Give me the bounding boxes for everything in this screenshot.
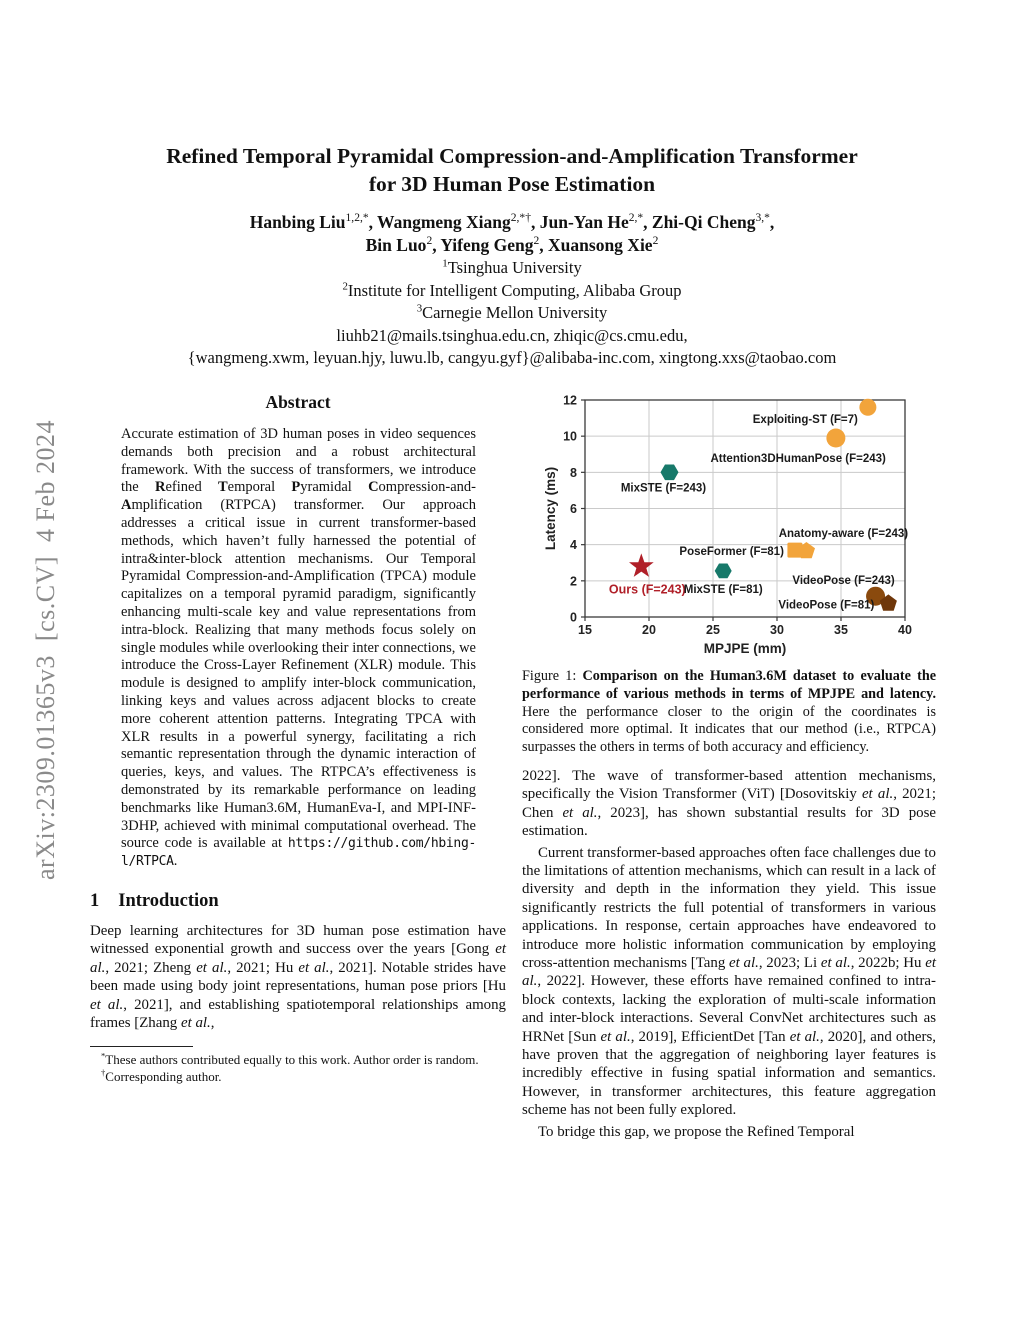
paper-title	[0, 142, 1024, 198]
abstract-heading: Abstract	[265, 392, 331, 412]
affiliation-tsinghua: $^1$Tsinghua University	[442, 257, 582, 277]
right-column	[522, 390, 936, 1144]
svg-text:10: 10	[563, 429, 577, 444]
chart-marker-mixste-f-81	[715, 564, 732, 579]
svg-text:15: 15	[578, 623, 592, 637]
chart-label-videopose-f-243: VideoPose (F=243)	[792, 575, 895, 588]
svg-text:MPJPE (mm): MPJPE (mm)	[703, 641, 787, 656]
abstract-text: Accurate estimation of 3D human poses in video sequences demands both precision and a robust architectural framework. With the success of transformers, we introduce the Refined Temporal Pyramidal Compression-and-Amplification (RTPCA) transformer. Our approach addresses a critical issue in current transformer-based methods, which haven’t fully harnessed the potential of intra&inter-block attention mechanisms. Our Temporal Pyramidal Compression-and-Amplification (TPCA) module capitalizes on a temporal pyramid paradigm, significantly enhancing multi-scale key and value representations from intra-block. Realizing that many methods focus solely on single modules while overlooking their inter connections, we introduce the Cross-Layer Refinement (XLR) module. This module is designed to amplify inter-block communication, linking keys and values across adjacent blocks to create more coherent attention patterns. Integrating TPCA with XLR results in a powerful synergy, facilitating a rich semantic representation through the dynamic interaction of queries, keys, and values. The RTPCA’s effectiveness is demonstrated by its remarkable performance on leading benchmarks like Human3.6M, HumanEva-I, and MPI-INF-3DHP, achieved with minimal computational overhead. The source code is available at https://github.com/hbing-l/RTPCA.	[121, 426, 476, 870]
chart-label-mixste-f-243: MixSTE (F=243)	[620, 482, 707, 495]
title-line-1: Refined Temporal Pyramidal Compression-and-Amplification Transformer	[166, 144, 858, 168]
svg-text:30: 30	[770, 623, 784, 637]
section-title: Introduction	[118, 890, 219, 911]
footnote-equal-contribution: *These authors contributed equally to this work. Author order is random.	[101, 1051, 479, 1068]
body-paragraph-2: Current transformer-based approaches often face challenges due to the limitations of attention mechanisms, which can result in a lack of diversity and depth in the information they yield. This issue significantly restricts the full potential of transformers in various applications. In response, certain approaches have endeavored to introduce more holistic information communication by employing cross-attention mechanisms [Tang et al., 2023; Li et al., 2022b; Hu et al., 2022]. However, these efforts have remained confined to intra-block contexts, lacking the exploration of multi-scale information and inter-block interactions. Several ConvNet architectures such as HRNet [Sun et al., 2019], EfficientDet [Tan et al., 2020], and others, have proven that the aggregation of neighboring layer features is incredibly effective in fusing spatial information and semantics. However, in transformer architectures, this feature aggregation scheme has not been fully explored.	[522, 844, 937, 1119]
paper-header	[0, 142, 1024, 369]
chart-label-anatomy-aware-f-243: Anatomy-aware (F=243)	[778, 527, 909, 540]
figure-1	[522, 390, 936, 757]
svg-text:35: 35	[834, 623, 848, 637]
footnote-corresponding-author: †Corresponding author.	[101, 1067, 222, 1084]
svg-text:6: 6	[570, 502, 577, 516]
chart-label-attention3dhumanpose-f-243: Attention3DHumanPose (F=243)	[710, 452, 886, 465]
chart-marker-mixste-f-243	[661, 465, 679, 481]
chart-label-exploiting-st-f-7: Exploiting-ST (F=7)	[752, 414, 858, 427]
body-paragraph-3: To bridge this gap, we propose the Refined Temporal	[538, 1123, 855, 1140]
section-number: 1	[90, 890, 100, 911]
chart-label-videopose-f-81: VideoPose (F=81)	[778, 599, 875, 612]
email-line-2: {wangmeng.xwm, leyuan.hjy, luwu.lb, cangyu.gyf}@alibaba-inc.com, xingtong.xxs@taobao.com	[187, 347, 837, 367]
svg-text:20: 20	[642, 623, 656, 637]
chart-label-ours-f-243: Ours (F=243)	[608, 582, 686, 597]
svg-text:12: 12	[563, 393, 577, 408]
section-heading-introduction	[90, 891, 506, 912]
figure1-caption: Figure 1: Comparison on the Human3.6M dataset to evaluate the performance of various methods in terms of MPJPE and latency. Here the performance closer to the origin of the coordinates is considered more optimal. It indicates that our method (i.e., RTPCA) surpasses the others in terms of both accuracy and efficiency.	[522, 668, 937, 756]
svg-text:4: 4	[570, 538, 577, 553]
intro-paragraph: Deep learning architectures for 3D human pose estimation have witnessed exponential growth and success over the years [Gong et al., 2021; Zheng et al., 2021; Hu et al., 2021]. Notable strides have been made using body joint representations, human pose priors [Hu et al., 2021], and establishing spatiotemporal relationships among frames [Zhang et al.,	[90, 922, 507, 1031]
chart-label-mixste-f-81: MixSTE (F=81)	[683, 583, 763, 596]
svg-text:40: 40	[898, 623, 912, 637]
source-code-link[interactable]: https://github.com/hbing-l/RTPCA	[121, 836, 476, 870]
arxiv-watermark: arXiv:2309.01365v3 [cs.CV] 4 Feb 2024	[31, 419, 60, 881]
chart-marker-exploiting-st-f-7	[859, 399, 876, 416]
footnote-divider	[90, 1046, 193, 1047]
authors-line-2: Bin Luo$^2$, Yifeng Geng$^2$, Xuansong Xie$^2$	[365, 235, 659, 255]
svg-text:8: 8	[570, 465, 577, 480]
chart-marker-ours-f-243	[629, 553, 654, 577]
svg-text:2: 2	[570, 574, 577, 589]
affiliation-alibaba: $^2$Institute for Intelligent Computing, Alibaba Group	[342, 280, 682, 300]
body-paragraph-1: 2022]. The wave of transformer-based attention mechanisms, specifically the Vision Transformer (ViT) [Dosovitskiy et al., 2021; Chen et al., 2023], has shown substantial results for 3D pose estimation.	[522, 767, 936, 840]
svg-text:0: 0	[570, 610, 577, 625]
svg-text:25: 25	[706, 623, 720, 637]
chart-label-poseformer-f-81: PoseFormer (F=81)	[679, 546, 784, 559]
figure1-scatter-chart	[522, 390, 942, 660]
chart-marker-attention3dhumanpose-f-243	[826, 428, 845, 447]
affiliation-cmu: $^3$Carnegie Mellon University	[416, 302, 608, 322]
title-line-2: for 3D Human Pose Estimation	[368, 172, 656, 196]
svg-text:Latency (ms): Latency (ms)	[543, 466, 558, 551]
left-column	[90, 392, 506, 1085]
email-line-1: liuhb21@mails.tsinghua.edu.cn, zhiqic@cs.cmu.edu,	[336, 325, 688, 345]
authors-line-1: Hanbing Liu$^{1,2,*}$, Wangmeng Xiang$^{2,*\dagger}$, Jun-Yan $He^{2,*}$, Zhi-Qi Cheng$^{3,*}$,	[249, 212, 775, 232]
